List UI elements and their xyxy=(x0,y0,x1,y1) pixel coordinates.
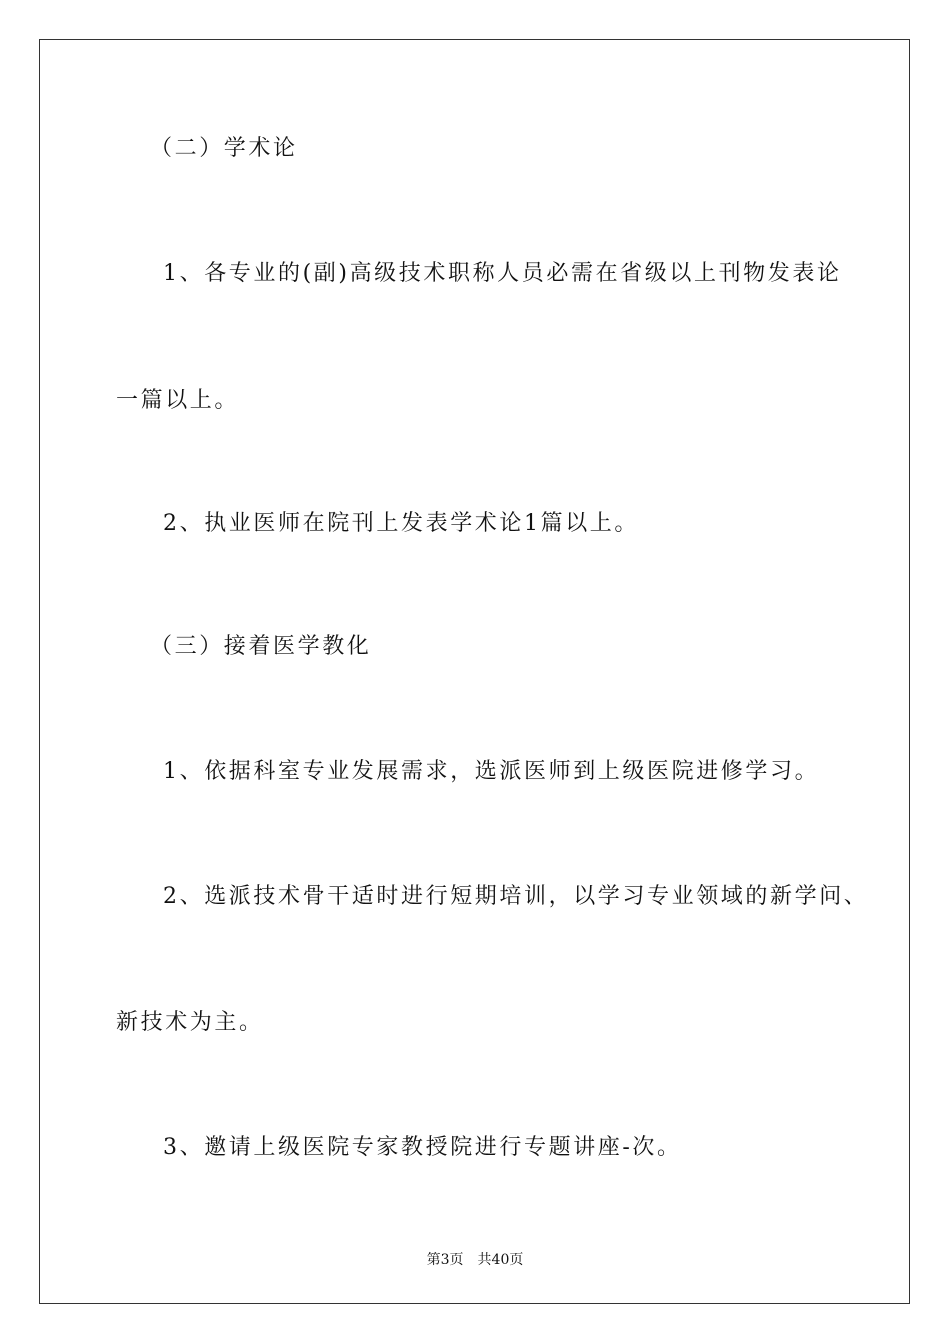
page-number: 第3页 xyxy=(426,1252,464,1268)
page-footer xyxy=(0,1249,950,1269)
paragraph-item-1-line-2: 一篇以上。 xyxy=(116,388,240,413)
education-item-3: 3、邀请上级医院专家教授院进行专题讲座-次。 xyxy=(163,1135,682,1160)
education-item-2-line-1: 2、选派技术骨干适时进行短期培训，以学习专业领域的新学问、 xyxy=(163,884,869,909)
page-frame xyxy=(39,39,910,1304)
section-heading-medical-education: （三）接着医学教化 xyxy=(150,634,372,659)
education-item-2-line-2: 新技术为主。 xyxy=(116,1010,264,1035)
section-heading-academic-papers: （二）学术论 xyxy=(150,136,298,161)
paragraph-item-2: 2、执业医师在院刊上发表学术论1篇以上。 xyxy=(163,511,639,536)
education-item-1: 1、依据科室专业发展需求，选派医师到上级医院进修学习。 xyxy=(163,759,820,784)
page-total: 共40页 xyxy=(477,1252,524,1268)
paragraph-item-1-line-1: 1、各专业的(副)高级技术职称人员必需在省级以上刊物发表论 xyxy=(163,261,842,286)
